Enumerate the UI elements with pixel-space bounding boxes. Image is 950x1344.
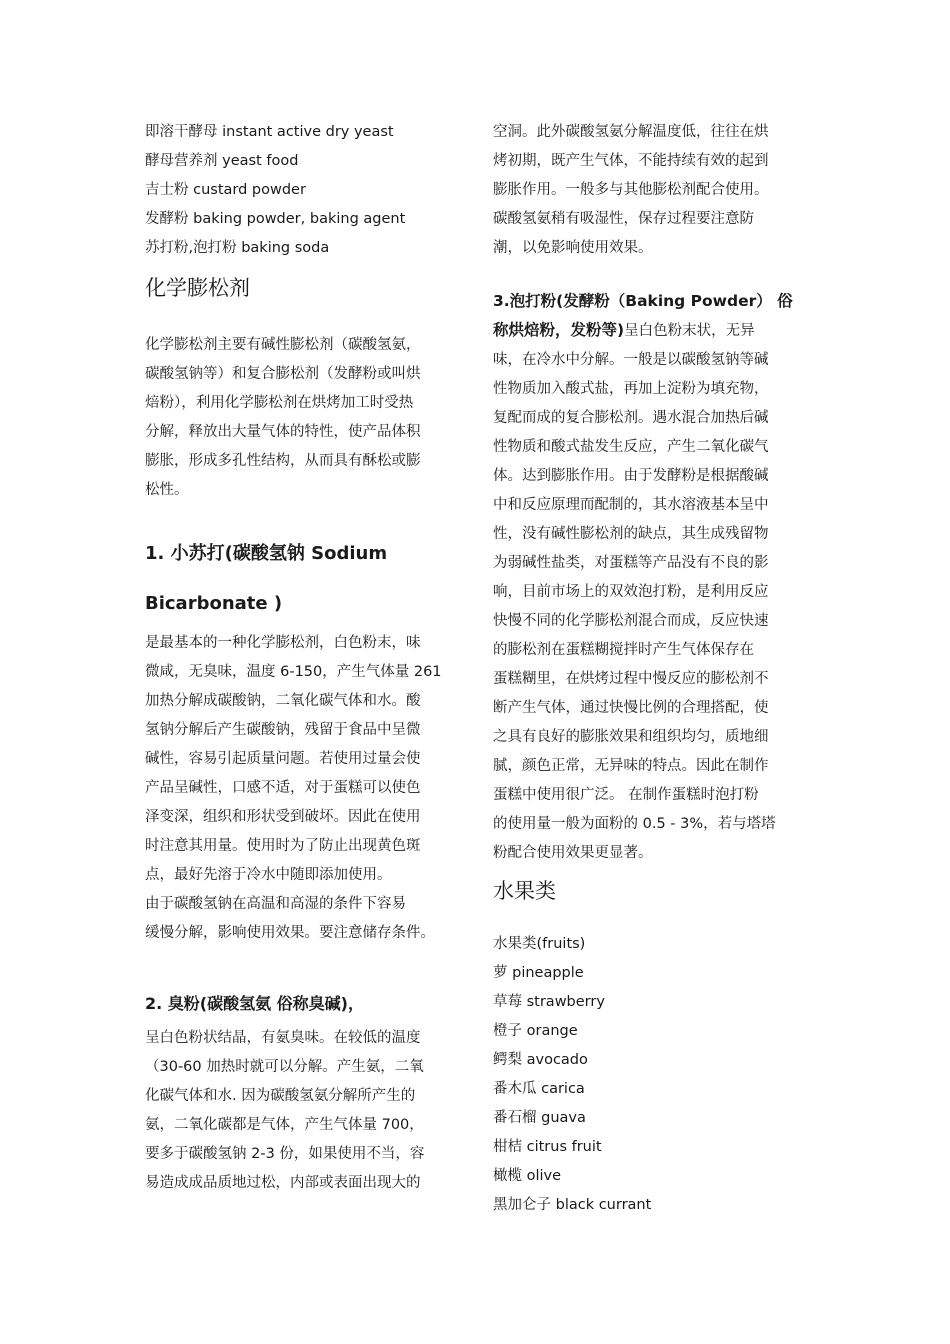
text-line: 为弱碱性盐类，对蛋糕等产品没有不良的影 <box>493 555 769 571</box>
text-line: 呈白色粉状结晶，有氨臭味。在较低的温度 <box>145 1030 421 1046</box>
text-line: 膨胀作用。一般多与其他膨松剂配合使用。 <box>493 182 769 198</box>
text-line: 性，没有碱性膨松剂的缺点，其生成残留物 <box>493 526 769 542</box>
text-line: 碳酸氢钠等）和复合膨松剂（发酵粉或叫烘 <box>145 366 421 382</box>
text-line: 腻，颜色正常，无异味的特点。因此在制作 <box>493 758 769 774</box>
item2-title: 2. 臭粉(碳酸氢氨 俗称臭碱)， <box>145 994 364 1013</box>
vocab-item: 吉士粉 custard powder <box>145 182 306 198</box>
text-line: 性物质加入酸式盐，再加上淀粉为填充物， <box>493 381 769 397</box>
text-line: 松性。 <box>145 482 189 498</box>
text-line: 响，目前市场上的双效泡打粉，是利用反应 <box>493 584 769 600</box>
text-line: 碱性，容易引起质量问题。若使用过量会使 <box>145 751 421 767</box>
vocab-item: 发酵粉 baking powder, baking agent <box>145 211 406 227</box>
text-line: 烤初期，既产生气体，不能持续有效的起到 <box>493 153 769 169</box>
text-line: 复配而成的复合膨松剂。遇水混合加热后碱 <box>493 410 769 426</box>
section-title: 化学膨松剂 <box>145 276 250 300</box>
fruit-section-title: 水果类 <box>493 879 556 903</box>
vocab-item: 酵母营养剂 yeast food <box>145 153 299 169</box>
text-line: 时注意其用量。使用时为了防止出现黄色斑 <box>145 838 421 854</box>
text-line: 碳酸氢氨稍有吸湿性，保存过程要注意防 <box>493 211 754 227</box>
item3-title-line: 称烘焙粉，发粉等) <box>493 321 625 339</box>
text-line: 易造成成品质地过松，内部或表面出现大的 <box>145 1175 421 1191</box>
section-intro <box>145 331 467 505</box>
fruit-item: 草莓 strawberry <box>493 994 605 1010</box>
right-column <box>493 118 815 1220</box>
text-line: 分解，释放出大量气体的特性，使产品体积 <box>145 424 421 440</box>
text-line: 化学膨松剂主要有碱性膨松剂（碳酸氢氨， <box>145 337 421 353</box>
text-line: 空洞。此外碳酸氢氨分解温度低，往往在烘 <box>493 124 769 140</box>
vocab-list <box>145 118 467 263</box>
item3-title-line2-wrap <box>493 316 815 346</box>
text-inline: 呈白色粉末状，无异 <box>624 323 755 339</box>
item2-body <box>145 1024 467 1198</box>
item3-title-line: 3.泡打粉(发酵粉（Baking Powder） 俗 <box>493 292 793 310</box>
text-line: 体。达到膨胀作用。由于发酵粉是根据酸碱 <box>493 468 769 484</box>
text-line: 粉配合使用效果更显著。 <box>493 845 653 861</box>
text-line: 氨，二氧化碳都是气体，产生气体量 700， <box>145 1117 424 1133</box>
text-line: 的膨松剂在蛋糕糊搅拌时产生气体保存在 <box>493 642 754 658</box>
item1-heading <box>145 529 467 629</box>
fruit-item: 番石榴 guava <box>493 1110 586 1126</box>
vocab-item: 苏打粉,泡打粉 baking soda <box>145 240 330 256</box>
text-line: 氢钠分解后产生碳酸钠，残留于食品中呈微 <box>145 722 421 738</box>
text-line: 中和反应原理而配制的，其水溶液基本呈中 <box>493 497 769 513</box>
text-line: 由于碳酸氢钠在高温和高湿的条件下容易 <box>145 896 406 912</box>
text-line: 蛋糕糊里，在烘烤过程中慢反应的膨松剂不 <box>493 671 769 687</box>
fruit-list <box>493 930 815 1220</box>
text-line: 性物质和酸式盐发生反应，产生二氧化碳气 <box>493 439 769 455</box>
text-line: 泽变深，组织和形状受到破坏。因此在使用 <box>145 809 421 825</box>
text-line: 点，最好先溶于冷水中随即添加使用。 <box>145 867 392 883</box>
left-column <box>145 118 467 1198</box>
text-line: 微咸，无臭味，温度 6-150，产生气体量 261 <box>145 664 442 680</box>
fruit-item: 柑桔 citrus fruit <box>493 1139 602 1155</box>
fruit-item: 萝 pineapple <box>493 965 584 981</box>
text-line: 快慢不同的化学膨松剂混合而成，反应快速 <box>493 613 769 629</box>
item1-title-line: 1. 小苏打(碳酸氢钠 Sodium <box>145 543 388 564</box>
text-line: 缓慢分解，影响使用效果。要注意储存条件。 <box>145 925 435 941</box>
vocab-item: 即溶干酵母 instant active dry yeast <box>145 124 394 140</box>
fruit-item: 鳄梨 avocado <box>493 1052 588 1068</box>
continuation-text <box>493 118 815 263</box>
text-line: 加热分解成碳酸钠，二氧化碳气体和水。酸 <box>145 693 421 709</box>
text-line: （30-60 加热时就可以分解。产生氨，二氧 <box>145 1059 424 1075</box>
text-line: 化碳气体和水. 因为碳酸氢氨分解所产生的 <box>145 1088 416 1104</box>
text-line: 断产生气体，通过快慢比例的合理搭配，使 <box>493 700 769 716</box>
text-line: 之具有良好的膨胀效果和组织均匀，质地细 <box>493 729 769 745</box>
text-line: 膨胀，形成多孔性结构，从而具有酥松或膨 <box>145 453 421 469</box>
text-line: 要多于碳酸氢钠 2-3 份，如果使用不当，容 <box>145 1146 425 1162</box>
item1-title-line: Bicarbonate ) <box>145 593 283 614</box>
fruit-item: 水果类(fruits) <box>493 936 586 952</box>
fruit-item: 黑加仑子 black currant <box>493 1197 652 1213</box>
text-line: 焙粉），利用化学膨松剂在烘烤加工时受热 <box>145 395 414 411</box>
fruit-item: 橄榄 olive <box>493 1168 562 1184</box>
text-line: 是最基本的一种化学膨松剂，白色粉末，味 <box>145 635 421 651</box>
item3-block <box>493 287 815 868</box>
text-line: 味，在冷水中分解。一般是以碳酸氢钠等碱 <box>493 352 769 368</box>
fruit-item: 番木瓜 carica <box>493 1081 585 1097</box>
text-line: 蛋糕中使用很广泛。 在制作蛋糕时泡打粉 <box>493 787 759 803</box>
item1-body <box>145 629 467 948</box>
text-line: 产品呈碱性，口感不适，对于蛋糕可以使色 <box>145 780 421 796</box>
text-line: 的使用量一般为面粉的 0.5 - 3%，若与塔塔 <box>493 816 776 832</box>
text-line: 潮，以免影响使用效果。 <box>493 240 653 256</box>
fruit-item: 橙子 orange <box>493 1023 578 1039</box>
